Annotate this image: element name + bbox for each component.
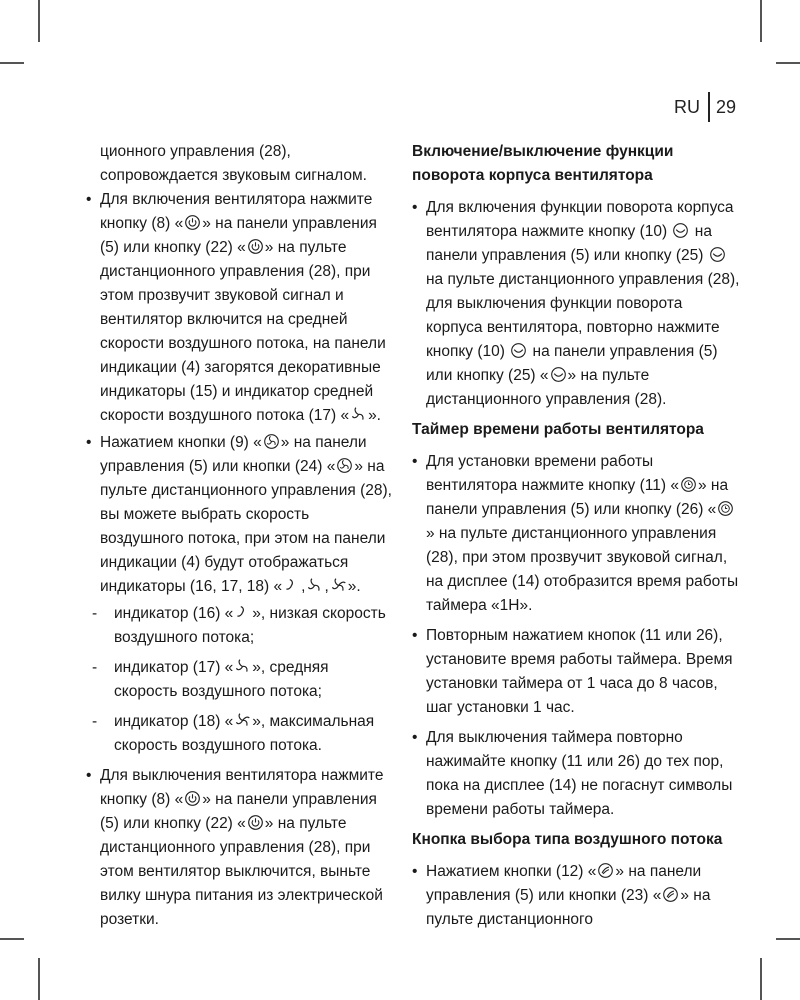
fan-speed-medium-icon — [234, 658, 251, 675]
text: » на пульте дистанционного управления (28), при этом вентилятор выключится, выньте вилку шнура питания из электрической розетки. — [100, 815, 383, 928]
list-item-speed-select — [86, 431, 396, 599]
fan-speed-low-icon — [234, 604, 251, 621]
text: » на пульте дистанционного управления (28). — [426, 367, 667, 408]
crop-mark — [0, 938, 24, 940]
page-number: 29 — [715, 96, 736, 117]
crop-mark — [776, 62, 800, 64]
rotation-button-icon — [709, 246, 726, 263]
text: на панели управления (5) или кнопку (25) — [426, 223, 712, 264]
list-item-power-off — [86, 764, 396, 932]
section-heading-airflow-type: Кнопка выбора типа воздушного потока — [412, 831, 723, 848]
list-item-medium-speed — [86, 656, 396, 704]
text: на пульте дистанционного управления (28), для выключения функции поворота корпуса вентилятора, повторно нажмите кнопку (10) — [426, 271, 740, 360]
text: », средняя скорость воздушного потока; — [114, 659, 329, 700]
list-item-timer-off — [412, 726, 742, 822]
text: Для включения функции поворота корпуса вентилятора нажмите кнопку (10) — [426, 199, 734, 240]
section-heading-timer: Таймер времени работы вентилятора — [412, 421, 704, 438]
text: » на пульте дистанционного управления (28), при этом прозвучит звуковой сигнал и вентилятор включится на средней скорости воздушного потока, на панели индикации (4) загорятся декоративные индикаторы (15) и индикатор средней скорости воздушного потока (17) « — [100, 239, 386, 424]
fan-speed-high-icon — [234, 712, 251, 729]
crop-mark — [0, 62, 24, 64]
text: » на панели управления (5) или кнопки (24) « — [100, 434, 367, 475]
text: » на панели управления (5) или кнопку (26) « — [426, 477, 729, 518]
text: » на пульте дистанционного — [426, 887, 711, 928]
language-code: RU — [673, 96, 700, 117]
right-column — [412, 140, 742, 938]
timer-button-icon — [680, 476, 697, 493]
list-item-high-speed — [86, 710, 396, 758]
fan-speed-low-icon — [283, 577, 300, 594]
power-button-icon — [247, 814, 264, 831]
power-button-icon — [184, 790, 201, 807]
text: » на пульте дистанционного управления (28), при этом прозвучит звуковой сигнал, на дисплее (14) отобразится время работы таймера «1Н». — [426, 525, 739, 614]
text: ». — [347, 578, 361, 595]
list-item-timer-adjust — [412, 624, 742, 720]
text: ». — [368, 407, 381, 424]
power-button-icon — [184, 214, 201, 231]
left-column — [86, 140, 396, 935]
text: Для выключения вентилятора нажмите кнопку (8) « — [100, 767, 384, 808]
text: », максимальная скорость воздушного потока. — [114, 713, 375, 754]
text: Нажатием кнопки (9) « — [100, 434, 262, 451]
page-header — [674, 92, 736, 122]
list-item-rotation — [412, 196, 742, 412]
continued-text: ционного управления (28), сопровождается звуковым сигналом. — [100, 143, 367, 184]
fan-speed-medium-icon — [306, 577, 323, 594]
rotation-button-icon — [672, 222, 689, 239]
crop-mark — [38, 958, 40, 1000]
list-item-power-on — [86, 188, 396, 428]
text: индикатор (16) « — [114, 605, 234, 622]
text: » на панели управления (5) или кнопки (23) « — [426, 863, 702, 904]
text: Для выключения таймера повторно нажимайте кнопку (11 или 26) до тех пор, пока на дисплее (14) не погаснут символы времени работы таймера. — [426, 729, 733, 818]
rotation-button-icon — [510, 342, 527, 359]
section-heading-rotation: Включение/выключение функции поворота корпуса вентилятора — [412, 143, 674, 184]
text: индикатор (18) « — [114, 713, 234, 730]
airflow-mode-button-icon — [662, 886, 679, 903]
rotation-button-icon — [550, 366, 567, 383]
airflow-mode-button-icon — [597, 862, 614, 879]
text: Для установки времени работы вентилятора нажмите кнопку (11) « — [426, 453, 679, 494]
fan-speed-button-icon — [336, 457, 353, 474]
crop-mark — [38, 0, 40, 42]
crop-mark — [776, 938, 800, 940]
text: , — [301, 578, 306, 595]
power-button-icon — [247, 238, 264, 255]
text: » на пульте дистанционного управления (28), вы можете выбрать скорость воздушного потока, при этом на панели индикации (4) будут отображаться индикаторы (16, 17, 18) « — [100, 458, 392, 595]
text: Для включения вентилятора нажмите кнопку (8) « — [100, 191, 373, 232]
text: , — [324, 578, 329, 595]
text: Нажатием кнопки (12) « — [426, 863, 597, 880]
timer-button-icon — [717, 500, 734, 517]
list-item-timer-set — [412, 450, 742, 618]
text: » на панели управления (5) или кнопку (22) « — [100, 215, 377, 256]
text: » на панели управления (5) или кнопку (22) « — [100, 791, 377, 832]
text: индикатор (17) « — [114, 659, 234, 676]
crop-mark — [760, 0, 762, 42]
list-item-airflow-type — [412, 860, 742, 932]
list-item-low-speed — [86, 602, 396, 650]
fan-speed-high-icon — [330, 577, 347, 594]
fan-speed-button-icon — [263, 433, 280, 450]
text: на панели управления (5) или кнопку (25) « — [426, 343, 718, 384]
text: Повторным нажатием кнопок (11 или 26), установите время работы таймера. Время установки таймера от 1 часа до 8 часов, шаг установки 1 час. — [426, 627, 733, 716]
text: », низкая скорость воздушного потока; — [114, 605, 386, 646]
fan-speed-medium-icon — [350, 406, 367, 423]
crop-mark — [760, 958, 762, 1000]
